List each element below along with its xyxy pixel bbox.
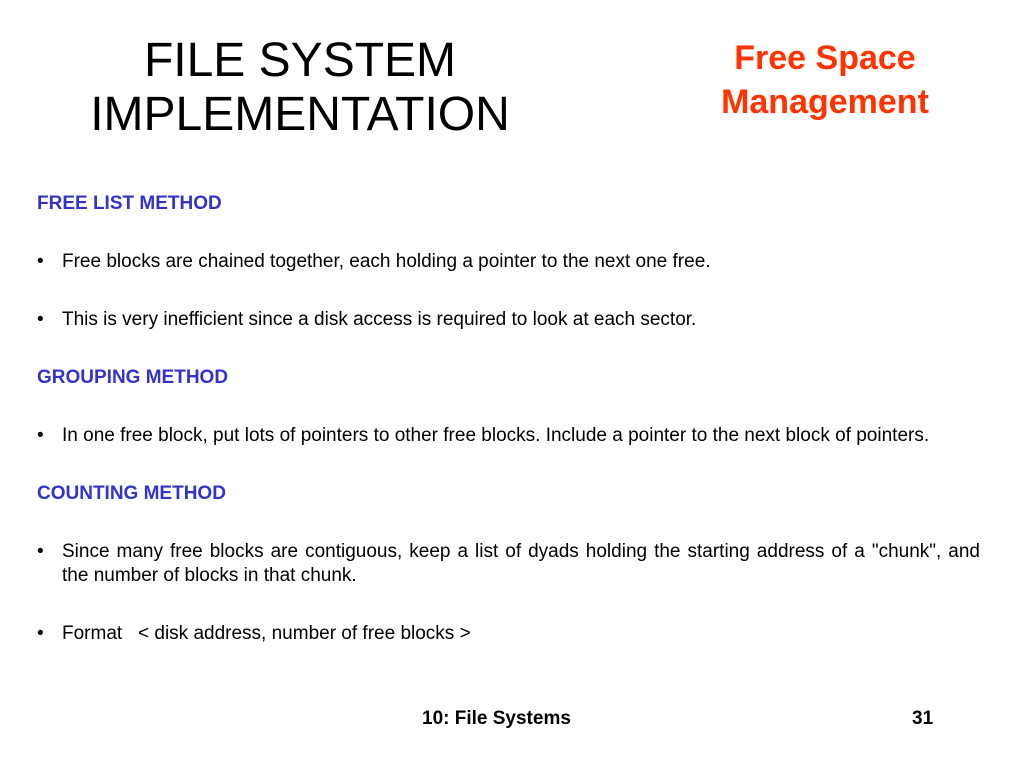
page-number: 31 [912,708,934,729]
section-heading-counting: COUNTING METHOD [37,483,226,504]
bullet-text: This is very inefficient since a disk access is required to look at each sector. [62,309,697,330]
bullet-text: Format < disk address, number of free blocks > [62,623,471,644]
slide-subtitle-line-1: Free Space [734,39,916,77]
section-heading-grouping: GROUPING METHOD [37,367,229,388]
bullet-marker: • [37,425,44,446]
bullet-text: Free blocks are chained together, each holding a pointer to the next one free. [62,251,711,272]
bullet-item [37,622,980,646]
bullet-item [37,250,980,274]
bullet-item [37,540,980,588]
slide-title [40,34,560,142]
bullet-marker: • [37,623,44,644]
footer-title: 10: File Systems [422,708,571,729]
slide-subtitle-line-2: Management [721,83,929,121]
slide-subtitle [680,36,970,124]
slide-body [37,192,980,646]
bullet-text: Since many free blocks are contiguous, keep a list of dyads holding the starting address of a "chunk", and the number of blocks in that chunk. [62,541,980,586]
bullet-text: In one free block, put lots of pointers to other free blocks. Include a pointer to the next block of pointers. [62,425,930,446]
slide-title-line-1: FILE SYSTEM [143,34,457,87]
section-heading-free-list: FREE LIST METHOD [37,193,222,214]
bullet-marker: • [37,541,44,562]
bullet-marker: • [37,309,44,330]
bullet-item [37,424,980,448]
slide-title-line-2: IMPLEMENTATION [90,88,510,141]
bullet-item [37,308,980,332]
bullet-marker: • [37,251,44,272]
